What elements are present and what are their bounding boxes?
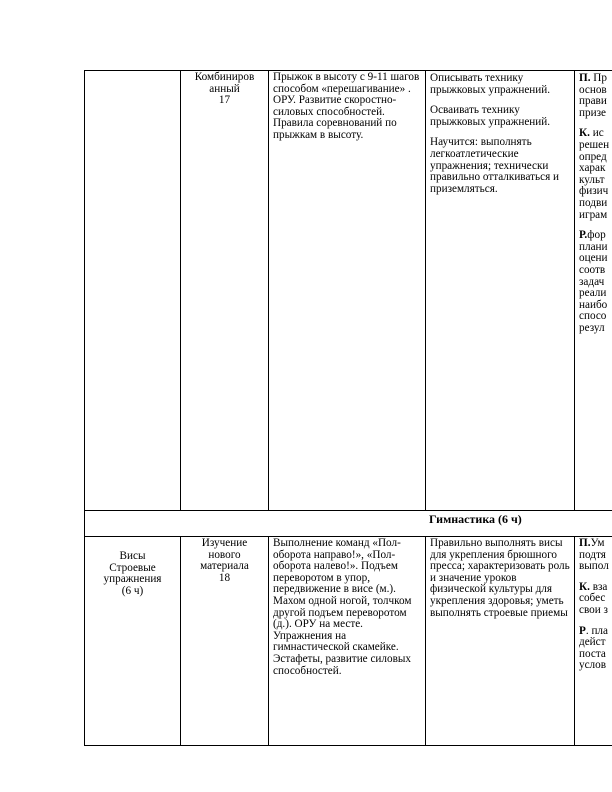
row1-bottom-border	[84, 510, 612, 511]
row1-uud	[579, 73, 612, 343]
row2-activities: Правильно выполнять висы для укрепления брюшного пресса; характеризовать роль и значение уроков физической культуры для укрепления здоровья; уметь выполнять строевые приемы	[430, 537, 570, 619]
col-border-0	[84, 70, 85, 746]
row1-activity: Осваивать технику прыжковых упражнений.	[430, 104, 551, 128]
row2-topic	[85, 551, 180, 597]
row2-col1-line: упражнения	[103, 573, 162, 586]
row1-lesson-type	[181, 72, 268, 107]
row1-col2-line: 17	[218, 94, 231, 107]
row2-col2-line: материала	[200, 560, 249, 573]
row1-uud-r: Р.фор плани оцени соотв задач реали наибо спосо резул	[579, 229, 608, 334]
row1-col2-line: анный	[209, 82, 240, 95]
row1-activities	[430, 73, 570, 204]
col-border-4b	[574, 536, 575, 746]
row1-activity: Описывать технику прыжковых упражнений.	[430, 72, 551, 96]
col-border-3b	[425, 536, 426, 746]
row2-lesson-type	[181, 538, 268, 584]
row2-col1-line: Висы	[119, 550, 146, 562]
section-title-text: Гимнастика (6 ч)	[429, 512, 522, 526]
row2-uud-r: Р. пла дейст поста услов	[579, 624, 608, 672]
col-border-2b	[268, 536, 269, 746]
table-bottom-border	[84, 745, 612, 746]
row2-content: Выполнение команд «Пол-оборота направо!», «Пол-оборота налево!». Подъем переворотом в упор, передвижение в висе (м.). Махом одной ногой, толчком другой подъем переворотом (д.). ОРУ на месте. Упражнения на гимнастической скамейке. Эстафеты, развитие силовых способностей.	[273, 537, 412, 677]
col-border-2	[268, 70, 269, 511]
row2-col1-line: (6 ч)	[121, 584, 144, 597]
row2-uud	[579, 538, 612, 681]
row1-activity: Научится: выполнять легкоатлетические упражнения; технически правильно отталкиваться и приземляться.	[430, 136, 560, 195]
row2-uud-p: П.Ум подтя выпол	[579, 538, 609, 573]
col-border-4	[574, 70, 575, 511]
row2-uud-k: К. вза собес свои з	[579, 580, 608, 616]
col-border-3	[425, 70, 426, 511]
row1-col2-line: Комбиниров	[194, 71, 255, 83]
col-border-1	[180, 70, 181, 511]
row2-col2-line: 18	[218, 571, 231, 584]
row2-col1-line: Строевые	[109, 561, 156, 574]
row1-uud-k: К. ис решен опред харак культ физич подви играм	[579, 127, 610, 221]
row1-content: Прыжок в высоту с 9-11 шагов способом «перешагивание» . ОРУ. Развитие скоростно-силовых способностей. Правила соревнований по прыжкам в высоту.	[273, 71, 420, 141]
row2-col2-line: нового	[208, 548, 241, 561]
row2-col2-line: Изучение	[201, 537, 248, 549]
row1-uud-p: П. Пр основ прави призе	[579, 73, 607, 119]
